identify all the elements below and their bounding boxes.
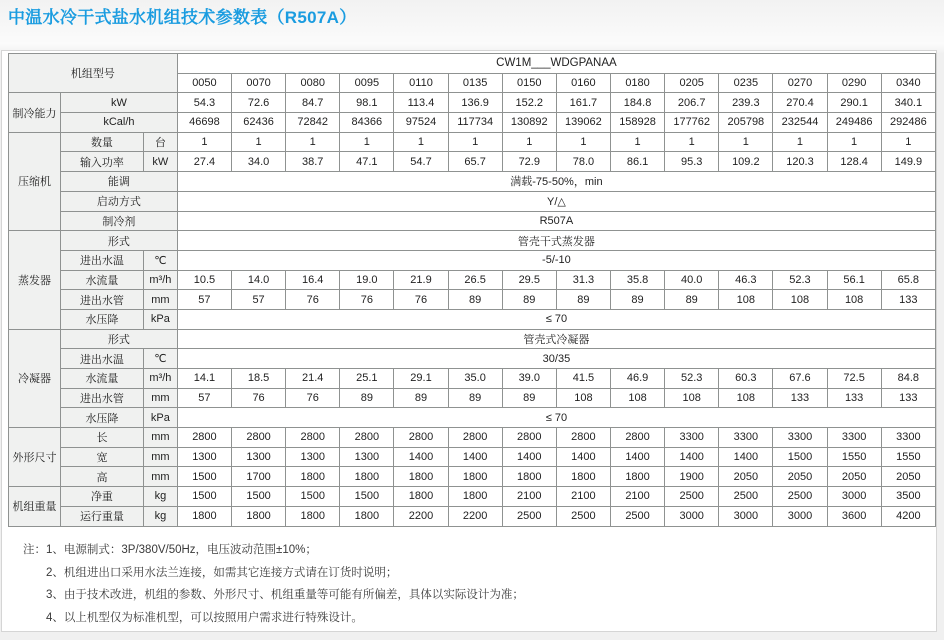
span-value-cell: 管壳式冷凝器 <box>177 329 935 349</box>
row-unit: kPa <box>143 408 177 428</box>
data-cell: 108 <box>773 290 827 310</box>
data-cell: 2500 <box>665 487 719 507</box>
row-label: 净重 <box>60 487 143 507</box>
row-label: 进出水管 <box>60 290 143 310</box>
data-cell: 2500 <box>773 487 827 507</box>
data-cell: 1700 <box>232 467 286 487</box>
data-cell: 117734 <box>448 113 502 133</box>
data-cell: 1800 <box>232 506 286 526</box>
row-unit: mm <box>143 447 177 467</box>
model-cell: 0290 <box>827 73 881 93</box>
data-cell: 1400 <box>556 447 610 467</box>
data-cell: 152.2 <box>502 93 556 113</box>
data-cell: 2800 <box>177 428 231 448</box>
data-cell: 41.5 <box>556 369 610 389</box>
data-cell: 35.8 <box>610 270 664 290</box>
row-section: 外形尺寸 <box>9 428 61 487</box>
data-cell: 2800 <box>556 428 610 448</box>
row-label: 输入功率 <box>60 152 143 172</box>
row-label: 长 <box>60 428 143 448</box>
data-cell: 31.3 <box>556 270 610 290</box>
data-cell: 72842 <box>286 113 340 133</box>
data-cell: 161.7 <box>556 93 610 113</box>
data-cell: 2500 <box>610 506 664 526</box>
data-cell: 89 <box>448 290 502 310</box>
data-cell: 78.0 <box>556 152 610 172</box>
data-cell: 76 <box>394 290 448 310</box>
data-cell: 1 <box>827 132 881 152</box>
row-unit: mm <box>143 428 177 448</box>
data-cell: 86.1 <box>610 152 664 172</box>
data-cell: 1500 <box>177 467 231 487</box>
data-cell: 26.5 <box>448 270 502 290</box>
data-cell: 39.0 <box>502 369 556 389</box>
data-cell: 1550 <box>881 447 935 467</box>
row-label: kCal/h <box>60 113 177 133</box>
row-label: 水压降 <box>60 309 143 329</box>
data-cell: 89 <box>340 388 394 408</box>
data-cell: 108 <box>610 388 664 408</box>
data-cell: 1 <box>340 132 394 152</box>
data-cell: 89 <box>394 388 448 408</box>
data-cell: 95.3 <box>665 152 719 172</box>
row-label: 进出水温 <box>60 250 143 270</box>
data-cell: 3300 <box>827 428 881 448</box>
data-cell: 108 <box>827 290 881 310</box>
span-value-cell: ≤ 70 <box>177 309 935 329</box>
data-cell: 2500 <box>502 506 556 526</box>
data-cell: 177762 <box>665 113 719 133</box>
data-cell: 1 <box>773 132 827 152</box>
row-label: 形式 <box>60 329 177 349</box>
data-cell: 14.1 <box>177 369 231 389</box>
data-cell: 1 <box>232 132 286 152</box>
data-cell: 2500 <box>719 487 773 507</box>
model-cell: 0150 <box>502 73 556 93</box>
data-cell: 2800 <box>502 428 556 448</box>
data-cell: 139062 <box>556 113 610 133</box>
data-cell: 1 <box>610 132 664 152</box>
data-cell: 2200 <box>448 506 502 526</box>
row-unit: mm <box>143 290 177 310</box>
span-value-cell: R507A <box>177 211 935 231</box>
data-cell: 25.1 <box>340 369 394 389</box>
data-cell: 46.3 <box>719 270 773 290</box>
data-cell: 1 <box>448 132 502 152</box>
data-cell: 149.9 <box>881 152 935 172</box>
model-label-cell: 机组型号 <box>9 54 178 93</box>
data-cell: 1900 <box>665 467 719 487</box>
data-cell: 1800 <box>502 467 556 487</box>
data-cell: 47.1 <box>340 152 394 172</box>
row-section: 压缩机 <box>9 132 61 230</box>
model-cell: 0235 <box>719 73 773 93</box>
data-cell: 270.4 <box>773 93 827 113</box>
data-cell: 76 <box>286 290 340 310</box>
data-cell: 35.0 <box>448 369 502 389</box>
row-label: 启动方式 <box>60 191 177 211</box>
data-cell: 2800 <box>394 428 448 448</box>
data-cell: 3300 <box>719 428 773 448</box>
data-cell: 89 <box>610 290 664 310</box>
data-cell: 1 <box>177 132 231 152</box>
data-cell: 1 <box>881 132 935 152</box>
data-cell: 16.4 <box>286 270 340 290</box>
data-cell: 1 <box>502 132 556 152</box>
row-unit: kg <box>143 487 177 507</box>
data-cell: 1800 <box>448 487 502 507</box>
data-cell: 89 <box>502 290 556 310</box>
row-unit: m³/h <box>143 369 177 389</box>
row-unit: kW <box>143 152 177 172</box>
data-cell: 57 <box>177 388 231 408</box>
data-cell: 27.4 <box>177 152 231 172</box>
data-cell: 3000 <box>719 506 773 526</box>
data-cell: 29.5 <box>502 270 556 290</box>
data-cell: 46.9 <box>610 369 664 389</box>
data-cell: 1800 <box>286 506 340 526</box>
data-cell: 1800 <box>340 506 394 526</box>
data-cell: 54.3 <box>177 93 231 113</box>
row-label: kW <box>60 93 177 113</box>
row-label: 水压降 <box>60 408 143 428</box>
data-cell: 130892 <box>502 113 556 133</box>
data-cell: 108 <box>719 388 773 408</box>
data-cell: 3300 <box>665 428 719 448</box>
data-cell: 2050 <box>881 467 935 487</box>
data-cell: 72.5 <box>827 369 881 389</box>
row-section: 冷凝器 <box>9 329 61 427</box>
model-cell: 0050 <box>177 73 231 93</box>
data-cell: 2800 <box>232 428 286 448</box>
data-cell: 133 <box>881 388 935 408</box>
note-item: 2、机组进出口采用水法兰连接，如需其它连接方式请在订货时说明； <box>46 566 398 579</box>
data-cell: 133 <box>827 388 881 408</box>
content-panel <box>1 50 937 632</box>
data-cell: 158928 <box>610 113 664 133</box>
row-label: 水流量 <box>60 270 143 290</box>
note-item: 3、由于技术改进，机组的参数、外形尺寸、机组重量等可能有所偏差，具体以实际设计为准； <box>46 589 524 602</box>
model-cell: 0095 <box>340 73 394 93</box>
data-cell: 1800 <box>394 467 448 487</box>
data-cell: 1500 <box>232 487 286 507</box>
data-cell: 113.4 <box>394 93 448 113</box>
data-cell: 1300 <box>286 447 340 467</box>
data-cell: 1500 <box>286 487 340 507</box>
data-cell: 2200 <box>394 506 448 526</box>
data-cell: 18.5 <box>232 369 286 389</box>
span-value-cell: 管壳干式蒸发器 <box>177 231 935 251</box>
data-cell: 2050 <box>827 467 881 487</box>
row-section: 机组重量 <box>9 487 61 526</box>
data-cell: 1800 <box>448 467 502 487</box>
data-cell: 1300 <box>340 447 394 467</box>
row-label: 数量 <box>60 132 143 152</box>
data-cell: 89 <box>502 388 556 408</box>
row-section: 蒸发器 <box>9 231 61 329</box>
data-cell: 21.4 <box>286 369 340 389</box>
data-cell: 76 <box>232 388 286 408</box>
data-cell: 56.1 <box>827 270 881 290</box>
data-cell: 10.5 <box>177 270 231 290</box>
row-label: 进出水管 <box>60 388 143 408</box>
data-cell: 19.0 <box>340 270 394 290</box>
data-cell: 1400 <box>719 447 773 467</box>
data-cell: 38.7 <box>286 152 340 172</box>
row-unit: mm <box>143 467 177 487</box>
model-cell: 0135 <box>448 73 502 93</box>
data-cell: 1400 <box>502 447 556 467</box>
row-label: 水流量 <box>60 369 143 389</box>
data-cell: 108 <box>556 388 610 408</box>
data-cell: 57 <box>177 290 231 310</box>
data-cell: 2500 <box>556 506 610 526</box>
model-cell: 0180 <box>610 73 664 93</box>
span-value-cell: 满载-75-50%，min <box>177 172 935 192</box>
data-cell: 4200 <box>881 506 935 526</box>
data-cell: 57 <box>232 290 286 310</box>
notes-block <box>23 539 524 629</box>
data-cell: 1 <box>556 132 610 152</box>
row-label: 形式 <box>60 231 177 251</box>
data-cell: 292486 <box>881 113 935 133</box>
model-cell: 0160 <box>556 73 610 93</box>
data-cell: 108 <box>665 388 719 408</box>
row-unit: m³/h <box>143 270 177 290</box>
row-label: 进出水温 <box>60 349 143 369</box>
data-cell: 1800 <box>340 467 394 487</box>
data-cell: 21.9 <box>394 270 448 290</box>
data-cell: 1 <box>719 132 773 152</box>
data-cell: 232544 <box>773 113 827 133</box>
data-cell: 97524 <box>394 113 448 133</box>
data-cell: 2100 <box>502 487 556 507</box>
data-cell: 84.8 <box>881 369 935 389</box>
span-value-cell: -5/-10 <box>177 250 935 270</box>
data-cell: 128.4 <box>827 152 881 172</box>
model-cell: 0080 <box>286 73 340 93</box>
data-cell: 3300 <box>881 428 935 448</box>
data-cell: 29.1 <box>394 369 448 389</box>
data-cell: 3000 <box>665 506 719 526</box>
span-value-cell: 30/35 <box>177 349 935 369</box>
series-header-cell: CW1M___WDGPANAA <box>177 54 935 74</box>
data-cell: 89 <box>556 290 610 310</box>
data-cell: 109.2 <box>719 152 773 172</box>
data-cell: 1800 <box>177 506 231 526</box>
row-unit: ℃ <box>143 250 177 270</box>
data-cell: 1500 <box>340 487 394 507</box>
data-cell: 46698 <box>177 113 231 133</box>
data-cell: 2100 <box>556 487 610 507</box>
data-cell: 84366 <box>340 113 394 133</box>
data-cell: 67.6 <box>773 369 827 389</box>
row-label: 运行重量 <box>60 506 143 526</box>
row-unit: 台 <box>143 132 177 152</box>
data-cell: 89 <box>448 388 502 408</box>
data-cell: 1800 <box>394 487 448 507</box>
data-cell: 54.7 <box>394 152 448 172</box>
data-cell: 2050 <box>773 467 827 487</box>
data-cell: 1 <box>394 132 448 152</box>
data-cell: 65.8 <box>881 270 935 290</box>
data-cell: 2800 <box>448 428 502 448</box>
row-unit: kg <box>143 506 177 526</box>
row-label: 制冷剂 <box>60 211 177 231</box>
data-cell: 98.1 <box>340 93 394 113</box>
row-label: 宽 <box>60 447 143 467</box>
spec-table <box>8 53 936 527</box>
data-cell: 136.9 <box>448 93 502 113</box>
data-cell: 89 <box>665 290 719 310</box>
data-cell: 72.6 <box>232 93 286 113</box>
data-cell: 290.1 <box>827 93 881 113</box>
data-cell: 3600 <box>827 506 881 526</box>
span-value-cell: Y/△ <box>177 191 935 211</box>
data-cell: 76 <box>286 388 340 408</box>
data-cell: 40.0 <box>665 270 719 290</box>
data-cell: 1 <box>665 132 719 152</box>
model-cell: 0205 <box>665 73 719 93</box>
note-item: 1、电源制式：3P/380V/50Hz，电压波动范围±10%； <box>46 544 317 556</box>
data-cell: 3000 <box>773 506 827 526</box>
data-cell: 72.9 <box>502 152 556 172</box>
row-unit: ℃ <box>143 349 177 369</box>
data-cell: 1400 <box>665 447 719 467</box>
data-cell: 76 <box>340 290 394 310</box>
row-label: 能调 <box>60 172 177 192</box>
data-cell: 1800 <box>286 467 340 487</box>
data-cell: 2800 <box>610 428 664 448</box>
data-cell: 1300 <box>177 447 231 467</box>
data-cell: 1800 <box>556 467 610 487</box>
data-cell: 60.3 <box>719 369 773 389</box>
data-cell: 1300 <box>232 447 286 467</box>
data-cell: 1800 <box>610 467 664 487</box>
data-cell: 1 <box>286 132 340 152</box>
data-cell: 1500 <box>773 447 827 467</box>
data-cell: 3000 <box>827 487 881 507</box>
notes-list <box>46 539 524 629</box>
data-cell: 14.0 <box>232 270 286 290</box>
model-cell: 0070 <box>232 73 286 93</box>
data-cell: 65.7 <box>448 152 502 172</box>
data-cell: 108 <box>719 290 773 310</box>
data-cell: 1500 <box>177 487 231 507</box>
data-cell: 1400 <box>448 447 502 467</box>
span-value-cell: ≤ 70 <box>177 408 935 428</box>
data-cell: 205798 <box>719 113 773 133</box>
data-cell: 3500 <box>881 487 935 507</box>
note-item: 4、以上机型仅为标准机型，可以按照用户需求进行特殊设计。 <box>46 611 363 624</box>
model-cell: 0270 <box>773 73 827 93</box>
data-cell: 1400 <box>394 447 448 467</box>
model-cell: 0110 <box>394 73 448 93</box>
data-cell: 249486 <box>827 113 881 133</box>
data-cell: 1550 <box>827 447 881 467</box>
data-cell: 133 <box>881 290 935 310</box>
data-cell: 133 <box>773 388 827 408</box>
data-cell: 1400 <box>610 447 664 467</box>
notes-prefix: 注： <box>23 544 46 556</box>
data-cell: 52.3 <box>773 270 827 290</box>
data-cell: 84.7 <box>286 93 340 113</box>
data-cell: 340.1 <box>881 93 935 113</box>
data-cell: 3300 <box>773 428 827 448</box>
data-cell: 2800 <box>340 428 394 448</box>
row-label: 高 <box>60 467 143 487</box>
data-cell: 2100 <box>610 487 664 507</box>
row-unit: kPa <box>143 309 177 329</box>
data-cell: 184.8 <box>610 93 664 113</box>
data-cell: 2800 <box>286 428 340 448</box>
data-cell: 52.3 <box>665 369 719 389</box>
data-cell: 120.3 <box>773 152 827 172</box>
page-title: 中温水冷干式盐水机组技术参数表（R507A） <box>8 8 357 27</box>
data-cell: 62436 <box>232 113 286 133</box>
data-cell: 2050 <box>719 467 773 487</box>
row-section: 制冷能力 <box>9 93 61 132</box>
model-cell: 0340 <box>881 73 935 93</box>
row-unit: mm <box>143 388 177 408</box>
data-cell: 34.0 <box>232 152 286 172</box>
data-cell: 239.3 <box>719 93 773 113</box>
data-cell: 206.7 <box>665 93 719 113</box>
